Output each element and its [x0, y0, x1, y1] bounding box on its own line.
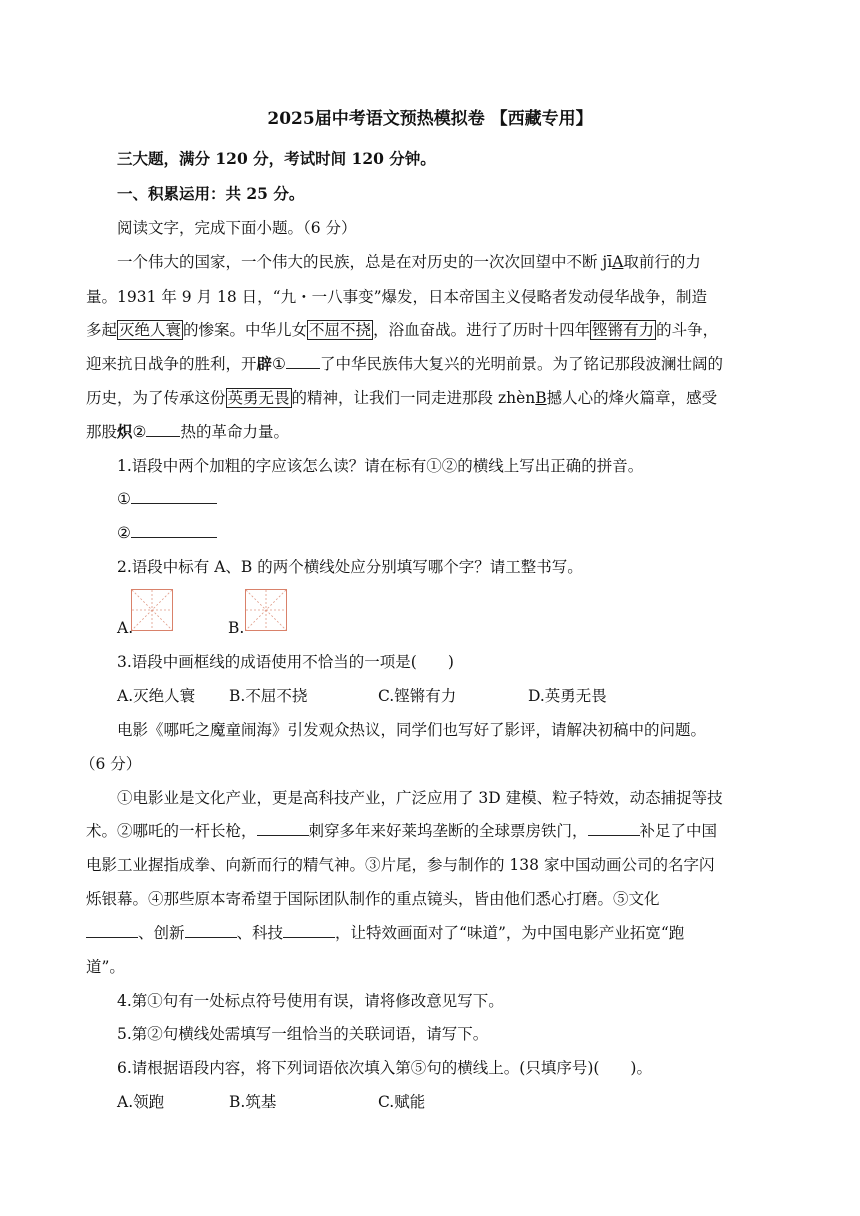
passage2-line: 、创新 、科技 ，让特效画面对了“味道”，为中国电影产业拓宽“跑	[86, 922, 684, 944]
passage1-line: 量。1931 年 9 月 18 日，“九・一八事变”爆发，日本帝国主义侵略者发动侵华战争，制造	[86, 288, 708, 306]
writing-grid-a[interactable]	[131, 589, 173, 631]
answer-blank[interactable]	[131, 489, 217, 504]
answer-line-2: ②	[117, 522, 217, 544]
idiom-box: 铿锵有力	[592, 321, 655, 339]
option-a[interactable]: A.灭绝人寰	[117, 687, 196, 705]
passage2-line: 电影工业握指成拳、向新而行的精气神。③片尾，参与制作的 138 家中国动画公司的名字闪	[86, 856, 715, 874]
question-6: 6.请根据语段内容，将下列词语依次填入第⑤句的横线上。(只填序号)( )。	[117, 1059, 652, 1077]
writing-grid-b[interactable]	[245, 589, 287, 631]
passage2-instruction: 电影《哪吒之魔童闹海》引发观众热议，同学们也写好了影评，请解决初稿中的问题。	[117, 721, 707, 739]
question-2: 2.语段中标有 A、B 的两个横线处应分别填写哪个字？请工整书写。	[117, 558, 583, 576]
passage2-line: 烁银幕。④那些原本寄希望于国际团队制作的重点镜头，皆由他们悉心打磨。⑤文化	[86, 890, 660, 908]
passage1-instruction: 阅读文字，完成下面小题。（6 分）	[117, 219, 357, 237]
passage1-line: 多起 灭绝人寰 的惨案。中华儿女 不屈不挠 ，浴血奋战。进行了历时十四年 铿锵有力 的斗争，	[86, 321, 719, 339]
passage2-line: 道”。	[86, 958, 125, 976]
fill-blank[interactable]	[588, 821, 640, 836]
fill-blank[interactable]	[86, 923, 138, 938]
passage1-line: 那股炽② 热的革命力量。	[86, 422, 289, 441]
idiom-box: 灭绝人寰	[119, 321, 182, 339]
fill-blank[interactable]	[185, 923, 237, 938]
question-1: 1.语段中两个加粗的字应该怎么读？请在标有①②的横线上写出正确的拼音。	[117, 457, 644, 475]
passage1-line: 一个伟大的国家，一个伟大的民族，总是在对历史的一次次回望中不断 jīA取前行的力	[117, 253, 701, 271]
bold-char: 辟	[256, 354, 273, 373]
fill-blank[interactable]	[286, 354, 320, 369]
page-title: 2025届中考语文预热模拟卷 【西藏专用】	[267, 109, 593, 129]
exam-intro: 三大题，满分 120 分，考试时间 120 分钟。	[117, 149, 436, 168]
passage2-line: 术。②哪吒的一杆长枪， 刺穿多年来好莱坞垄断的全球票房铁门， 补足了中国	[86, 822, 718, 840]
option-c[interactable]: C.铿锵有力	[378, 687, 457, 705]
option-d[interactable]: D.英勇无畏	[528, 687, 607, 705]
question-5: 5.第②句横线处需填写一组恰当的关联词语，请写下。	[117, 1025, 489, 1043]
bold-char: 炽	[117, 422, 133, 441]
blank-a-marker: A	[612, 253, 624, 271]
question-4: 4.第①句有一处标点符号使用有误，请将修改意见写下。	[117, 992, 504, 1010]
passage2-points: （6 分）	[80, 755, 142, 773]
fill-blank[interactable]	[283, 923, 335, 938]
section-heading-1: 一、积累运用：共 25 分。	[117, 184, 305, 203]
passage1-line: 迎来抗日战争的胜利，开辟① 了中华民族伟大复兴的光明前景。为了铭记那段波澜壮阔的	[86, 354, 723, 373]
option-b[interactable]: B.筑基	[229, 1093, 277, 1111]
option-a[interactable]: A.领跑	[117, 1093, 165, 1111]
option-b[interactable]: B.不屈不挠	[229, 687, 308, 705]
answer-blank[interactable]	[131, 523, 217, 538]
idiom-box: 英勇无畏	[227, 389, 290, 407]
blank-b-marker: B	[535, 389, 547, 407]
idiom-box: 不屈不挠	[309, 321, 372, 339]
passage1-line: 历史，为了传承这份 英勇无畏 的精神，让我们一同走进那段 zhènB撼人心的烽火篇章，感受	[86, 389, 718, 407]
passage2-line: ①电影业是文化产业，更是高科技产业，广泛应用了 3D 建模、粒子特效，动态捕捉等技	[117, 789, 723, 807]
fill-blank[interactable]	[146, 422, 180, 437]
grid-label-b: B.	[228, 619, 245, 637]
question-3: 3.语段中画框线的成语使用不恰当的一项是( )	[117, 653, 454, 671]
answer-line-1: ①	[117, 488, 217, 510]
fill-blank[interactable]	[257, 821, 309, 836]
grid-label-a: A.	[117, 619, 134, 637]
option-c[interactable]: C.赋能	[378, 1093, 426, 1111]
